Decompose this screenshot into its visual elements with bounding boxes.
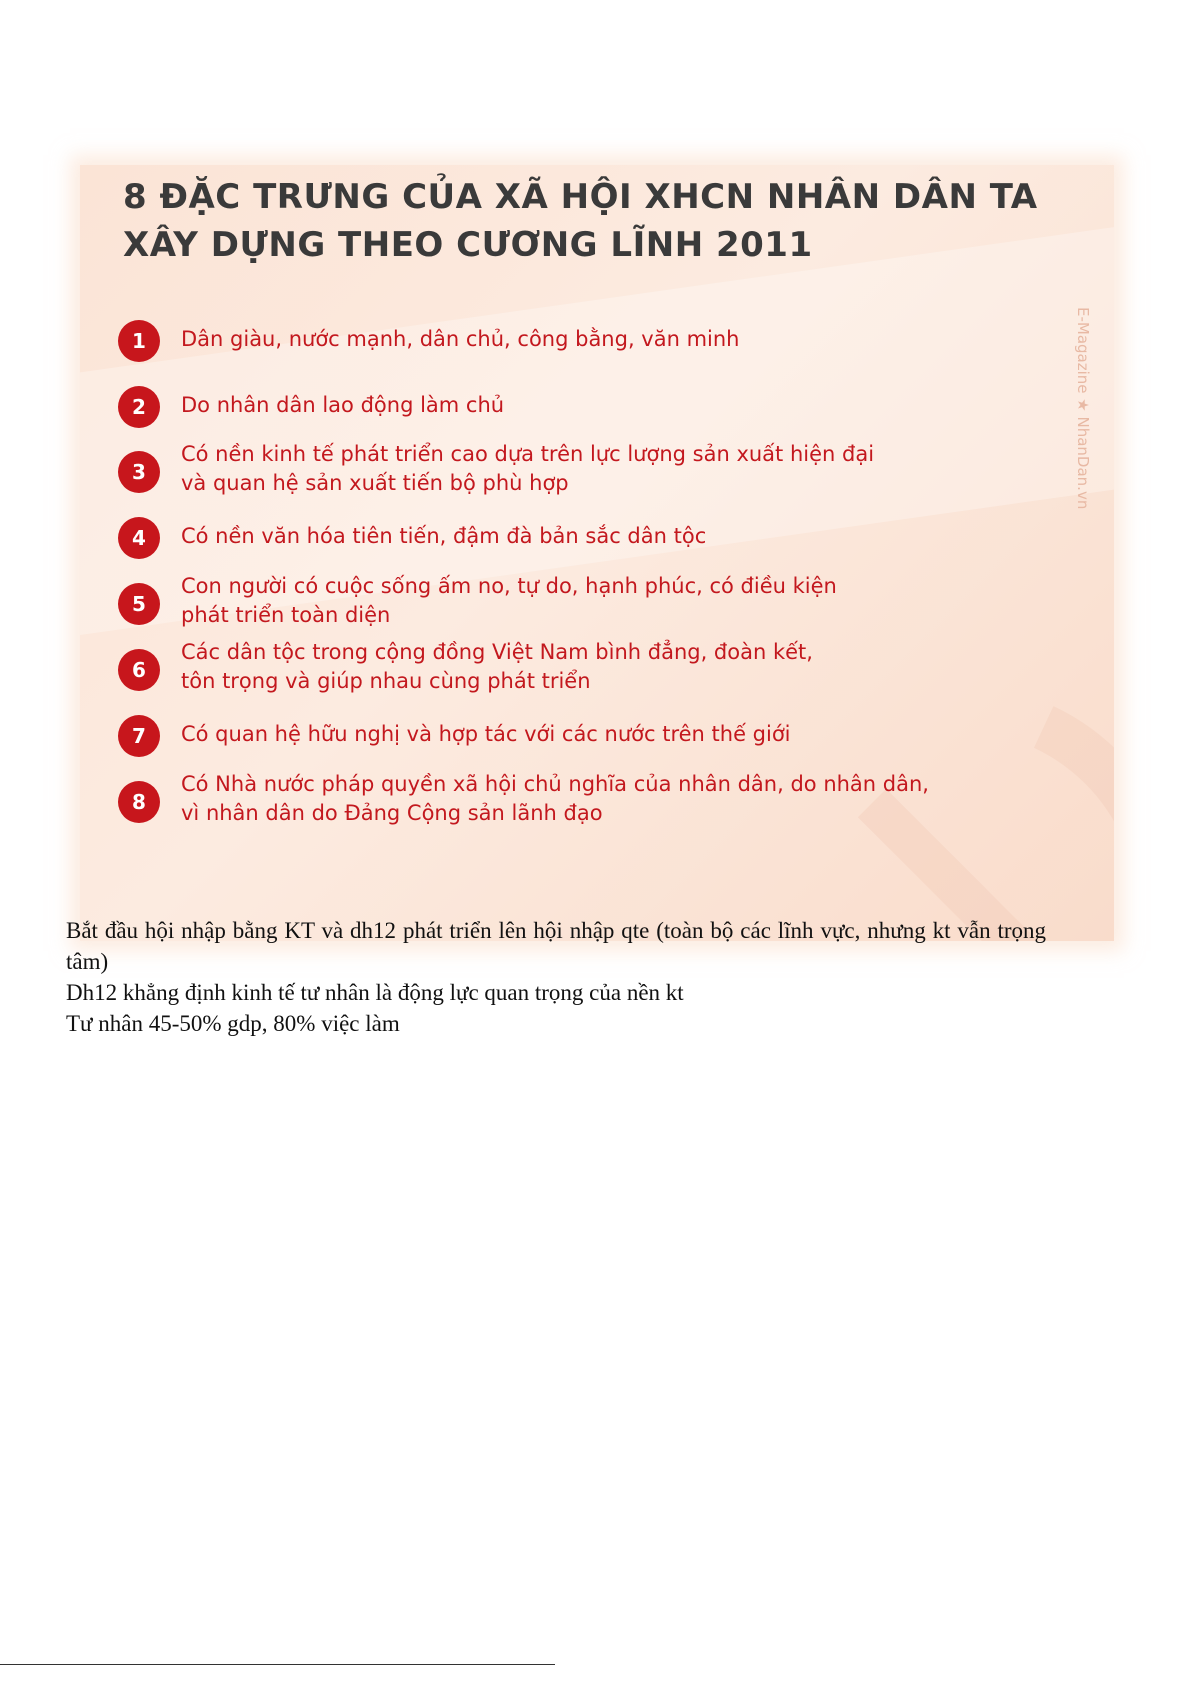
note-paragraph: Bắt đầu hội nhập bằng KT và dh12 phát triển lên hội nhập qte (toàn bộ các lĩnh vực, nhưng kt vẫn trọng tâm) [66,918,1046,974]
item-line: Có quan hệ hữu nghị và hợp tác với các nước trên thế giới [181,722,791,746]
notes-body [66,915,1046,1039]
item-line: phát triển toàn diện [181,603,391,627]
item-line: Con người có cuộc sống ấm no, tự do, hạnh phúc, có điều kiện [181,574,837,598]
item-text [181,572,837,630]
title-line: XÂY DỰNG THEO CƯƠNG LĨNH 2011 [123,225,813,265]
item-line: Các dân tộc trong cộng đồng Việt Nam bình đẳng, đoàn kết, [181,640,813,664]
item-line: Có nền kinh tế phát triển cao dựa trên lực lượng sản xuất hiện đại [181,442,875,466]
item-line: Dân giàu, nước mạnh, dân chủ, công bằng, văn minh [181,327,740,351]
item-text [181,522,706,551]
number-badge: 5 [118,583,160,625]
item-text [181,770,929,828]
footer-divider [0,1664,555,1665]
number-badge: 4 [118,517,160,559]
number-badge: 1 [118,320,160,362]
note-paragraph: Tư nhân 45-50% gdp, 80% việc làm [66,1011,400,1036]
item-line: Có Nhà nước pháp quyền xã hội chủ nghĩa của nhân dân, do nhân dân, [181,772,929,796]
item-text [181,391,504,420]
number-badge: 2 [118,386,160,428]
item-text [181,638,813,696]
number-badge: 8 [118,781,160,823]
title-line: 8 ĐẶC TRƯNG CỦA XÃ HỘI XHCN NHÂN DÂN TA [123,177,1038,217]
magazine-watermark: E-Magazine ★ NhanDan.vn [1074,307,1092,510]
item-line: và quan hệ sản xuất tiến bộ phù hợp [181,471,569,495]
item-line: Có nền văn hóa tiên tiến, đậm đà bản sắc dân tộc [181,524,707,548]
item-line: vì nhân dân do Đảng Cộng sản lãnh đạo [181,801,603,825]
item-text [181,720,791,749]
item-line: Do nhân dân lao động làm chủ [181,393,505,417]
note-paragraph: Dh12 khẳng định kinh tế tư nhân là động lực quan trọng của nền kt [66,980,684,1005]
item-line: tôn trọng và giúp nhau cùng phát triển [181,669,591,693]
infographic-image [80,165,1114,941]
item-text [181,325,740,354]
number-badge: 3 [118,451,160,493]
infographic-title [123,173,1083,269]
number-badge: 6 [118,649,160,691]
item-text [181,440,874,498]
number-badge: 7 [118,715,160,757]
